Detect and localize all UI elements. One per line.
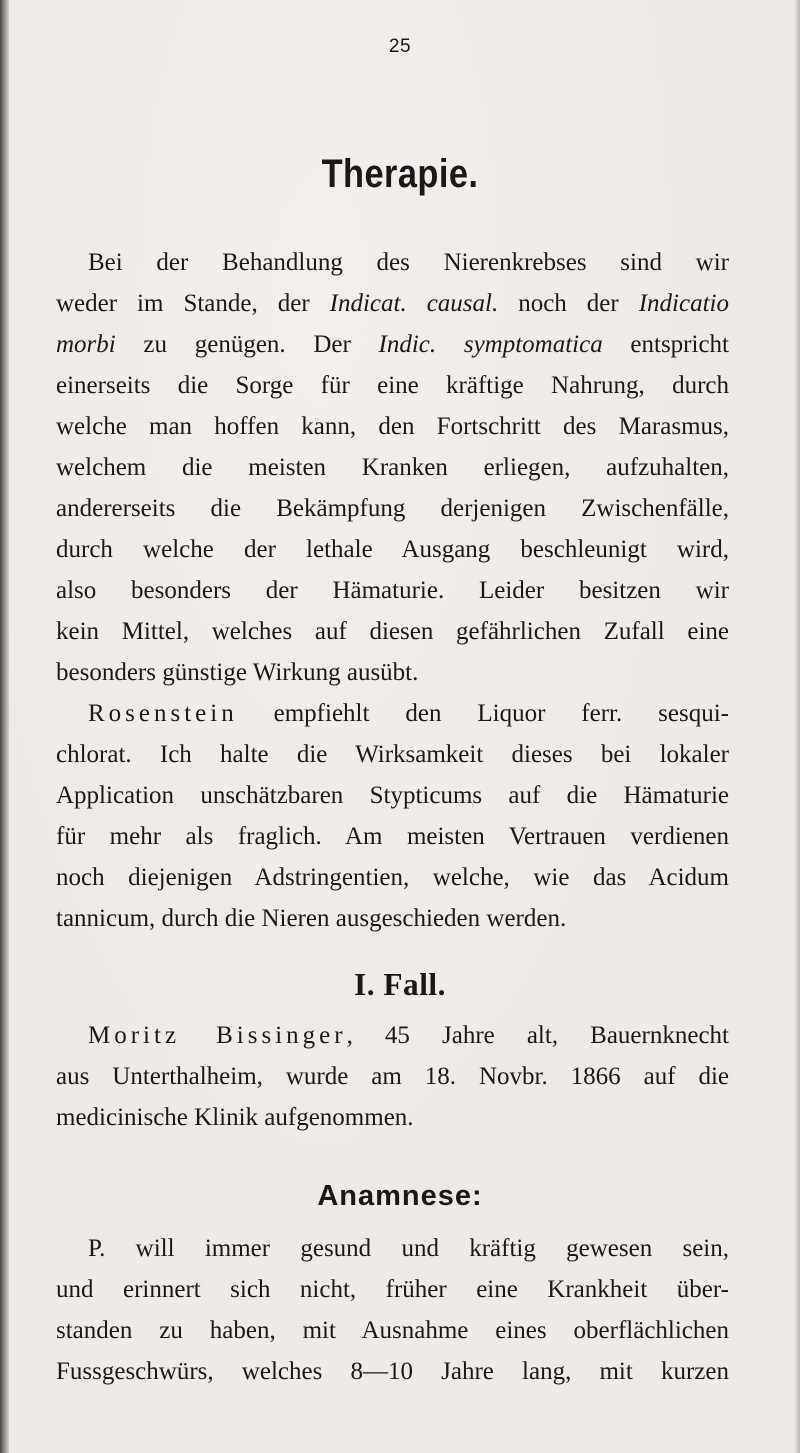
text-line: für mehr als fraglich. Am meisten Vertrauen verdienen xyxy=(56,823,729,850)
text-line: Application unschätzbaren Stypticums auf die Hämaturie xyxy=(56,782,729,809)
text-line: durch welche der lethale Ausgang beschleunigt wird, xyxy=(56,536,729,563)
text-line: welche man hoffen kann, den Fortschritt des Marasmus, xyxy=(56,413,729,440)
patient-name: Moritz Bissinger xyxy=(88,1022,347,1049)
text-line: Bei der Behandlung des Nierenkrebses sind wir xyxy=(88,249,729,276)
text-line: P. will immer gesund und kräftig gewesen sein, xyxy=(88,1235,729,1262)
text-line: Rosenstein empfiehlt den Liquor ferr. sesqui- xyxy=(88,700,729,727)
heading-fall: I. Fall. xyxy=(354,966,446,1002)
text-line: einerseits die Sorge für eine kräftige Nahrung, durch xyxy=(56,372,729,399)
text-line: weder im Stande, der Indicat. causal. noch der Indicatio xyxy=(56,290,729,317)
text-line: besonders günstige Wirkung ausübt. xyxy=(56,659,419,686)
text-line: Moritz Bissinger, 45 Jahre alt, Bauernknecht xyxy=(88,1022,729,1049)
text-line: andererseits die Bekämpfung derjenigen Zwischenfälle, xyxy=(56,495,729,522)
heading-therapie: Therapie. xyxy=(321,152,479,196)
page-edge-shadow xyxy=(794,0,800,1453)
text-line: also besonders der Hämaturie. Leider besitzen wir xyxy=(56,577,729,604)
text-line: kein Mittel, welches auf diesen gefährlichen Zufall eine xyxy=(56,618,729,645)
book-spine-shadow xyxy=(0,0,9,1453)
text-line: chlorat. Ich halte die Wirksamkeit dieses bei lokaler xyxy=(56,741,729,768)
text-line: Fussgeschwürs, welches 8—10 Jahre lang, mit kurzen xyxy=(56,1358,729,1385)
text-line: noch diejenigen Adstringentien, welche, wie das Acidum xyxy=(56,864,729,891)
text-line: aus Unterthalheim, wurde am 18. Novbr. 1866 auf die xyxy=(56,1063,729,1090)
text-line: und erinnert sich nicht, früher eine Krankheit über- xyxy=(56,1276,729,1303)
text-line: medicinische Klinik aufgenommen. xyxy=(56,1104,414,1131)
author-name: Rosenstein xyxy=(88,700,238,727)
heading-anamnese: Anamnese: xyxy=(317,1180,483,1212)
page-number: 25 xyxy=(388,36,412,57)
text-line: tannicum, durch die Nieren ausgeschieden werden. xyxy=(56,905,567,932)
text-line: morbi zu genügen. Der Indic. symptomatica entspricht xyxy=(56,331,729,358)
text-line: welchem die meisten Kranken erliegen, aufzuhalten, xyxy=(56,454,729,481)
text-line: standen zu haben, mit Ausnahme eines oberflächlichen xyxy=(56,1317,729,1344)
